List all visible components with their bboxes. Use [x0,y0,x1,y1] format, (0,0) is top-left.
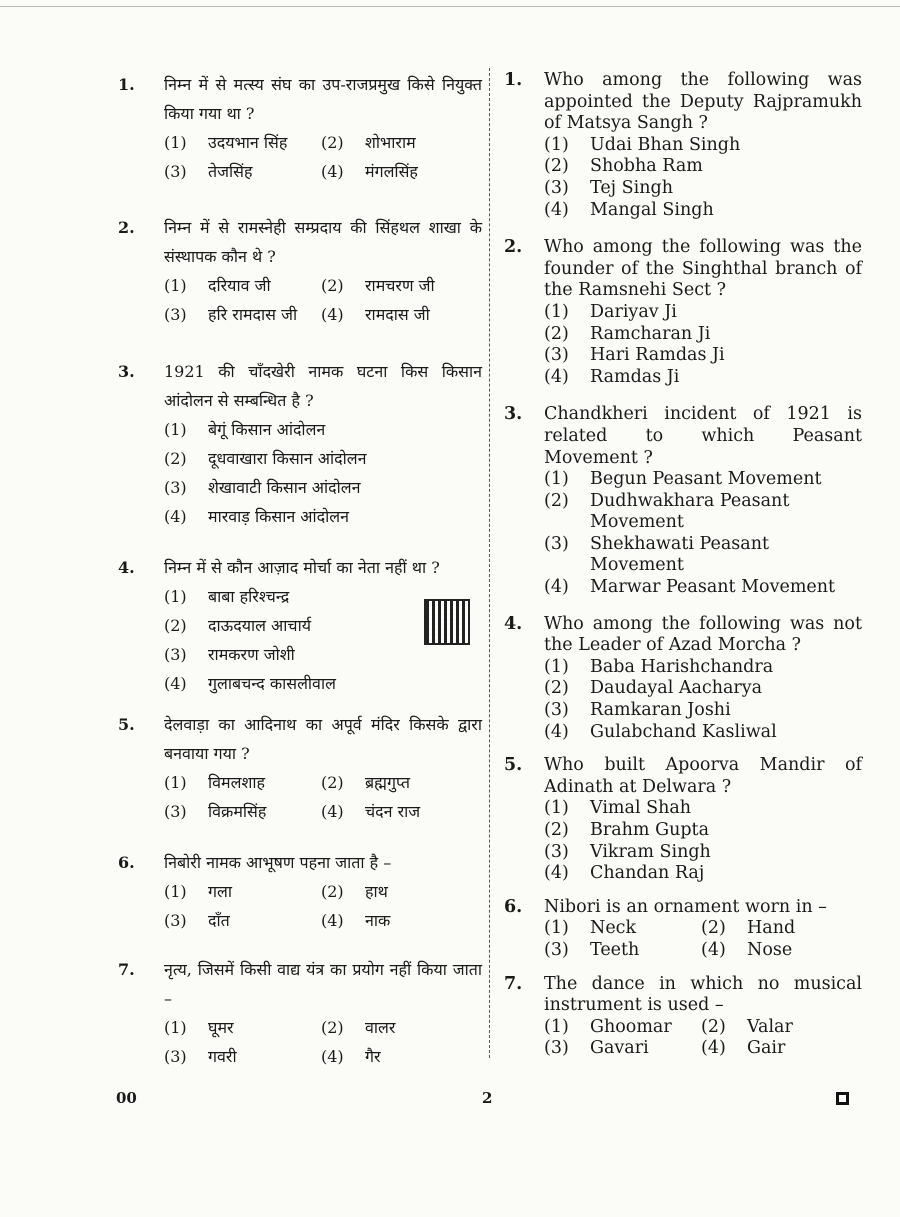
option-text: Hari Ramdas Ji [590,345,725,366]
question-text: देलवाड़ा का आदिनाथ का अपूर्व मंदिर किसके द्वारा बनवाया गया ? [164,715,482,763]
option-text: Teeth [590,939,640,960]
option-text: तेजसिंह [208,162,253,181]
option-number: (1) [544,134,569,155]
question-text: The dance in which no musical instrument is used – [544,973,862,1016]
option-item [544,798,862,820]
option-text: Marwar Peasant Movement [590,577,836,598]
question-block [502,70,862,221]
option-text: रामदास जी [365,305,430,324]
option-item [544,302,862,324]
option-text: उदयभान सिंह [208,133,288,152]
option-number: (1) [544,301,569,322]
option-text: दूधवाखारा किसान आंदोलन [208,449,367,468]
page-code: 00 [116,1089,137,1107]
qr-code-icon [426,601,468,643]
option-item [321,797,481,826]
option-text: Daudayal Aacharya [590,678,763,699]
option-item [544,700,862,722]
option-item [164,157,321,186]
question-number: 4. [118,558,135,577]
options-list [164,271,482,329]
question-text: Chandkheri incident of 1921 is related to which Peasant Movement ? [544,404,862,468]
option-number: (3) [164,1047,187,1066]
option-item [164,473,482,502]
option-text: Gavari [590,1038,649,1059]
option-number: (2) [544,323,569,344]
option-item [321,768,481,797]
option-text: नाक [365,911,391,930]
options-list [544,469,862,599]
option-number: (2) [321,276,344,295]
option-item [544,678,862,700]
options-list [544,1017,862,1060]
option-text: Ramkaran Joshi [590,700,731,721]
option-item [544,577,862,599]
option-item [701,918,851,940]
option-item [164,1013,321,1042]
option-number: (4) [701,1038,726,1059]
option-text: Tej Singh [590,177,673,198]
question-text: Nibori is an ornament worn in – [544,896,827,917]
question-text: 1921 की चाँदखेरी नामक घटना किस किसान आंदोलन से सम्बन्धित है ? [164,362,482,410]
question-number: 5. [504,755,523,776]
option-item [164,1042,321,1071]
option-text: Mangal Singh [590,199,714,220]
question-block [116,357,482,531]
question-number: 5. [118,715,135,734]
option-number: (2) [544,156,569,177]
option-text: Udai Bhan Singh [590,134,741,155]
option-text: Vimal Shah [590,798,692,819]
option-text: शेखावाटी किसान आंदोलन [208,478,361,497]
option-item [164,906,321,935]
option-number: (2) [164,449,187,468]
option-number: (1) [544,918,569,939]
option-item [321,128,481,157]
option-text: ब्रह्मगुप्त [365,773,411,792]
question-number: 1. [118,75,135,94]
option-text: Brahm Gupta [590,820,710,840]
option-text: बेगूं किसान आंदोलन [208,420,326,439]
option-number: (1) [164,420,187,439]
option-text: Dariyav Ji [590,301,677,322]
question-number: 2. [504,237,523,258]
option-number: (3) [164,478,187,497]
option-item [701,940,851,962]
question-text: निम्न में से रामस्नेही सम्प्रदाय की सिंहथल शाखा के संस्थापक कौन थे ? [164,218,482,266]
option-text: Shekhawati Peasant Movement [590,533,770,576]
option-item [321,1042,481,1071]
option-number: (2) [321,773,344,792]
question-block [116,955,482,1071]
question-block [502,897,862,962]
option-item [701,1038,851,1060]
options-list [164,877,482,935]
option-text: Ramcharan Ji [590,323,711,344]
option-text: चंदन राज [365,802,421,821]
option-number: (1) [164,276,187,295]
option-item [164,640,482,669]
option-item [544,156,862,178]
question-block [116,70,482,186]
option-number: (3) [544,345,569,366]
option-text: गैर [365,1047,381,1066]
question-text: Who among the following was appointed the Deputy Rajpramukh of Matsya Sangh ? [544,70,862,134]
option-number: (3) [544,841,569,862]
options-list [544,135,862,221]
option-text: गला [208,882,233,901]
option-number: (4) [321,1047,344,1066]
option-text: हाथ [365,882,388,901]
option-number: (4) [544,199,569,220]
question-number: 6. [118,853,135,872]
option-number: (2) [544,490,569,511]
option-text: गवरी [208,1047,237,1066]
options-list [544,918,862,961]
option-item [321,157,481,186]
option-number: (3) [164,645,187,664]
question-text: नृत्य, जिसमें किसी वाद्य यंत्र का प्रयोग नहीं किया जाता – [164,960,482,1008]
option-number: (2) [544,820,569,840]
question-block [116,848,482,935]
option-number: (1) [544,469,569,490]
option-item [164,669,482,698]
option-number: (2) [544,678,569,699]
top-border-line [0,6,900,7]
question-number: 1. [504,70,523,90]
option-item [544,863,862,885]
option-item [544,135,862,157]
option-text: Begun Peasant Movement [590,469,822,490]
question-number: 7. [118,960,135,979]
option-number: (1) [544,656,569,677]
question-text: Who built Apoorva Mandir of Adinath at Delwara ? [544,755,862,797]
question-number: 3. [118,362,135,381]
option-item [544,940,701,962]
option-number: (4) [544,577,569,598]
option-text: Gair [747,1038,786,1059]
option-number: (2) [701,918,726,939]
option-number: (3) [544,700,569,721]
option-number: (3) [544,939,569,960]
option-text: Baba Harishchandra [590,656,774,677]
option-number: (3) [544,533,569,554]
question-block [502,974,862,1060]
option-item [164,797,321,826]
question-block [502,614,862,744]
option-item [164,502,482,531]
option-number: (1) [544,798,569,819]
question-block [502,755,862,885]
option-item [164,768,321,797]
option-number: (4) [164,674,187,693]
option-text: Dudhwakhara Peasant Movement [590,490,790,533]
options-list [544,798,862,884]
option-item [321,877,481,906]
question-number: 3. [504,404,523,425]
option-number: (1) [544,1016,569,1037]
option-item [544,842,862,864]
option-number: (1) [164,882,187,901]
options-list [544,657,862,743]
option-text: Shobha Ram [590,156,703,177]
option-item [544,918,701,940]
column-divider [489,68,490,1058]
option-text: Ramdas Ji [590,366,680,387]
option-item [544,324,862,346]
question-text: निबोरी नामक आभूषण पहना जाता है – [164,853,392,872]
option-item [544,1038,701,1060]
option-number: (4) [321,162,344,181]
option-text: Vikram Singh [590,841,711,862]
options-list [164,128,482,186]
question-number: 6. [504,896,523,917]
english-column [502,70,862,1060]
question-text: निम्न में से कौन आज़ाद मोर्चा का नेता नहीं था ? [164,558,440,577]
question-text: निम्न में से मत्स्य संघ का उप-राजप्रमुख किसे नियुक्त किया गया था ? [164,75,482,123]
option-text: Gulabchand Kasliwal [590,721,777,742]
option-text: हरि रामदास जी [208,305,298,324]
option-number: (3) [544,1038,569,1059]
option-item [701,1017,851,1039]
option-item [544,367,862,389]
option-item [544,345,862,367]
option-text: दाऊदयाल आचार्य [208,616,311,635]
option-text: Valar [747,1016,793,1037]
option-text: Ghoomar [590,1016,672,1037]
option-number: (4) [321,305,344,324]
option-item [544,1017,701,1039]
option-text: विमलशाह [208,773,265,792]
option-item [164,877,321,906]
option-item [321,271,481,300]
option-item [321,1013,481,1042]
option-number: (4) [544,863,569,884]
option-number: (1) [164,587,187,606]
question-number: 4. [504,613,523,634]
question-block [502,404,862,598]
option-number: (4) [544,366,569,387]
question-number: 7. [504,973,523,994]
option-item [544,469,862,491]
option-number: (4) [321,802,344,821]
option-number: (2) [701,1016,726,1037]
option-number: (1) [164,133,187,152]
option-number: (1) [164,1018,187,1037]
option-item [544,534,862,577]
page-number: 2 [482,1089,493,1107]
option-text: Hand [747,918,796,939]
option-number: (4) [164,507,187,526]
option-text: Chandan Raj [590,863,705,884]
option-item [164,128,321,157]
option-item [164,271,321,300]
option-text: शोभाराम [365,133,416,152]
option-text: घूमर [208,1018,234,1037]
option-item [164,444,482,473]
option-text: रामकरण जोशी [208,645,295,664]
option-number: (4) [544,721,569,742]
question-block [502,237,862,388]
question-text: Who among the following was not the Leader of Azad Morcha ? [544,613,862,656]
option-item [544,200,862,222]
option-item [321,906,481,935]
option-item [321,300,481,329]
option-number: (3) [164,305,187,324]
option-text: दरियाव जी [208,276,271,295]
option-number: (3) [164,802,187,821]
question-number: 2. [118,218,135,237]
option-item [544,178,862,200]
option-item [164,300,321,329]
square-marker-icon [836,1092,849,1105]
option-number: (2) [164,616,187,635]
option-text: वालर [365,1018,396,1037]
option-item [544,657,862,679]
hindi-column [116,70,482,1071]
option-number: (4) [701,939,726,960]
option-text: विक्रमसिंह [208,802,267,821]
question-text: Who among the following was the founder of the Singhthal branch of the Ramsnehi Sect ? [544,237,862,301]
option-number: (3) [164,162,187,181]
option-item [544,491,862,534]
option-text: मंगलसिंह [365,162,418,181]
option-text: रामचरण जी [365,276,435,295]
option-text: Neck [590,918,637,939]
option-item [164,415,482,444]
options-list [544,302,862,388]
option-text: बाबा हरिश्चन्द्र [208,587,290,606]
option-text: Nose [747,939,793,960]
option-number: (3) [164,911,187,930]
option-text: दाँत [208,911,230,930]
option-number: (2) [321,1018,344,1037]
option-number: (2) [321,133,344,152]
question-block [116,213,482,329]
option-item [544,820,862,842]
option-number: (2) [321,882,344,901]
option-item [544,722,862,744]
options-list [164,1013,482,1071]
option-number: (1) [164,773,187,792]
option-text: गुलाबचन्द कासलीवाल [208,674,336,693]
options-list [164,768,482,826]
option-number: (3) [544,177,569,198]
question-block [116,710,482,826]
options-list [164,415,482,531]
option-number: (4) [321,911,344,930]
option-text: मारवाड़ किसान आंदोलन [208,507,350,526]
